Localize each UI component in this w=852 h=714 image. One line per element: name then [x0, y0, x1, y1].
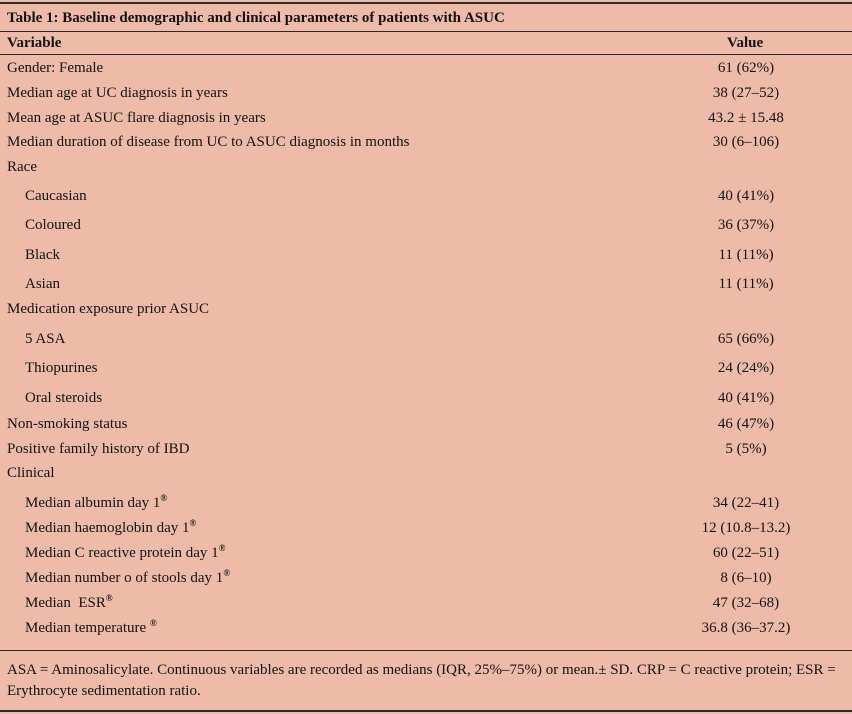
row-label: Median age at UC diagnosis in years: [7, 85, 228, 101]
registered-mark: ®: [149, 618, 157, 628]
row-label: Median haemoglobin day 1: [25, 520, 190, 536]
table-row: Median number o of stools day 1® 8 (6–10): [25, 568, 772, 586]
table-row: Asian 11 (11%): [25, 276, 774, 292]
table-row: Gender: Female 61 (62%): [7, 60, 775, 76]
row-label: Coloured: [25, 217, 81, 233]
table-row: Coloured 36 (37%): [25, 217, 775, 233]
row-label: Oral steroids: [25, 390, 103, 406]
table-footnote: ASA = Aminosalicylate. Continuous variables are recorded as medians (IQR, 25%–75%) or mean.± SD. CRP = C reactive protein; ESR = Erythrocyte sedimentation ratio.: [7, 662, 836, 699]
table-row: Black 11 (11%): [25, 247, 774, 263]
row-label: Asian: [25, 276, 60, 292]
section-heading-race: [0, 157, 852, 177]
header-variable: Variable: [7, 35, 62, 51]
row-label: Median C reactive protein day 1: [25, 545, 219, 561]
table-title: Table 1: Baseline demographic and clinical parameters of patients with ASUC: [7, 10, 505, 26]
row-label: Median ESR: [25, 595, 106, 611]
table-row: Median duration of disease from UC to ASUC diagnosis in months 30 (6–106): [7, 134, 780, 150]
header-value: Value: [727, 35, 764, 51]
table-row: Median temperature ® 36.8 (36–37.2): [25, 618, 791, 636]
table-row: Median ESR® 47 (32–68): [25, 593, 780, 611]
registered-mark: ®: [218, 543, 226, 553]
row-label: Clinical: [7, 465, 55, 481]
row-label: Gender: Female: [7, 60, 104, 76]
row-label: Black: [25, 247, 60, 263]
row-label: Medication exposure prior ASUC: [7, 301, 210, 317]
table-row: Median albumin day 1® 34 (22–41): [25, 493, 780, 511]
registered-mark: ®: [105, 593, 113, 603]
row-label: Median duration of disease from UC to ASUC diagnosis in months: [7, 134, 410, 150]
registered-mark: ®: [223, 568, 231, 578]
table-row: Oral steroids 40 (41%): [25, 390, 775, 406]
row-label: Mean age at ASUC flare diagnosis in years: [7, 110, 266, 126]
row-label: Non-smoking status: [7, 416, 128, 432]
top-rule: [0, 2, 852, 4]
section-heading-clinical: [0, 463, 852, 483]
table-row: Positive family history of IBD 5 (5%): [7, 441, 767, 457]
table-row: 5 ASA 65 (66%): [25, 331, 775, 347]
row-label: 5 ASA: [25, 331, 66, 347]
registered-mark: ®: [189, 518, 197, 528]
bottom-rule: [0, 710, 852, 712]
table-row: Median haemoglobin day 1® 12 (10.8–13.2): [25, 518, 791, 536]
table-row: Median age at UC diagnosis in years 38 (27–52): [7, 85, 780, 101]
section-heading-medication: [0, 299, 852, 319]
row-label: Median number o of stools day 1: [25, 570, 224, 586]
footer-rule: [0, 650, 852, 651]
table-row: Thiopurines 24 (24%): [25, 360, 775, 376]
row-label: Median temperature: [25, 620, 150, 636]
title-rule: [0, 31, 852, 32]
table-row: Non-smoking status 46 (47%): [7, 416, 775, 432]
row-label: Race: [7, 159, 37, 175]
table-row: Median C reactive protein day 1® 60 (22–51): [25, 543, 780, 561]
table-row: Mean age at ASUC flare diagnosis in years 43.2 ± 15.48: [7, 110, 784, 126]
registered-mark: ®: [160, 493, 168, 503]
row-label: Median albumin day 1: [25, 495, 161, 511]
row-label: Caucasian: [25, 188, 87, 204]
header-rule: [0, 54, 852, 55]
row-label: Thiopurines: [25, 360, 98, 376]
table-row: Caucasian 40 (41%): [25, 188, 775, 204]
row-label: Positive family history of IBD: [7, 441, 190, 457]
